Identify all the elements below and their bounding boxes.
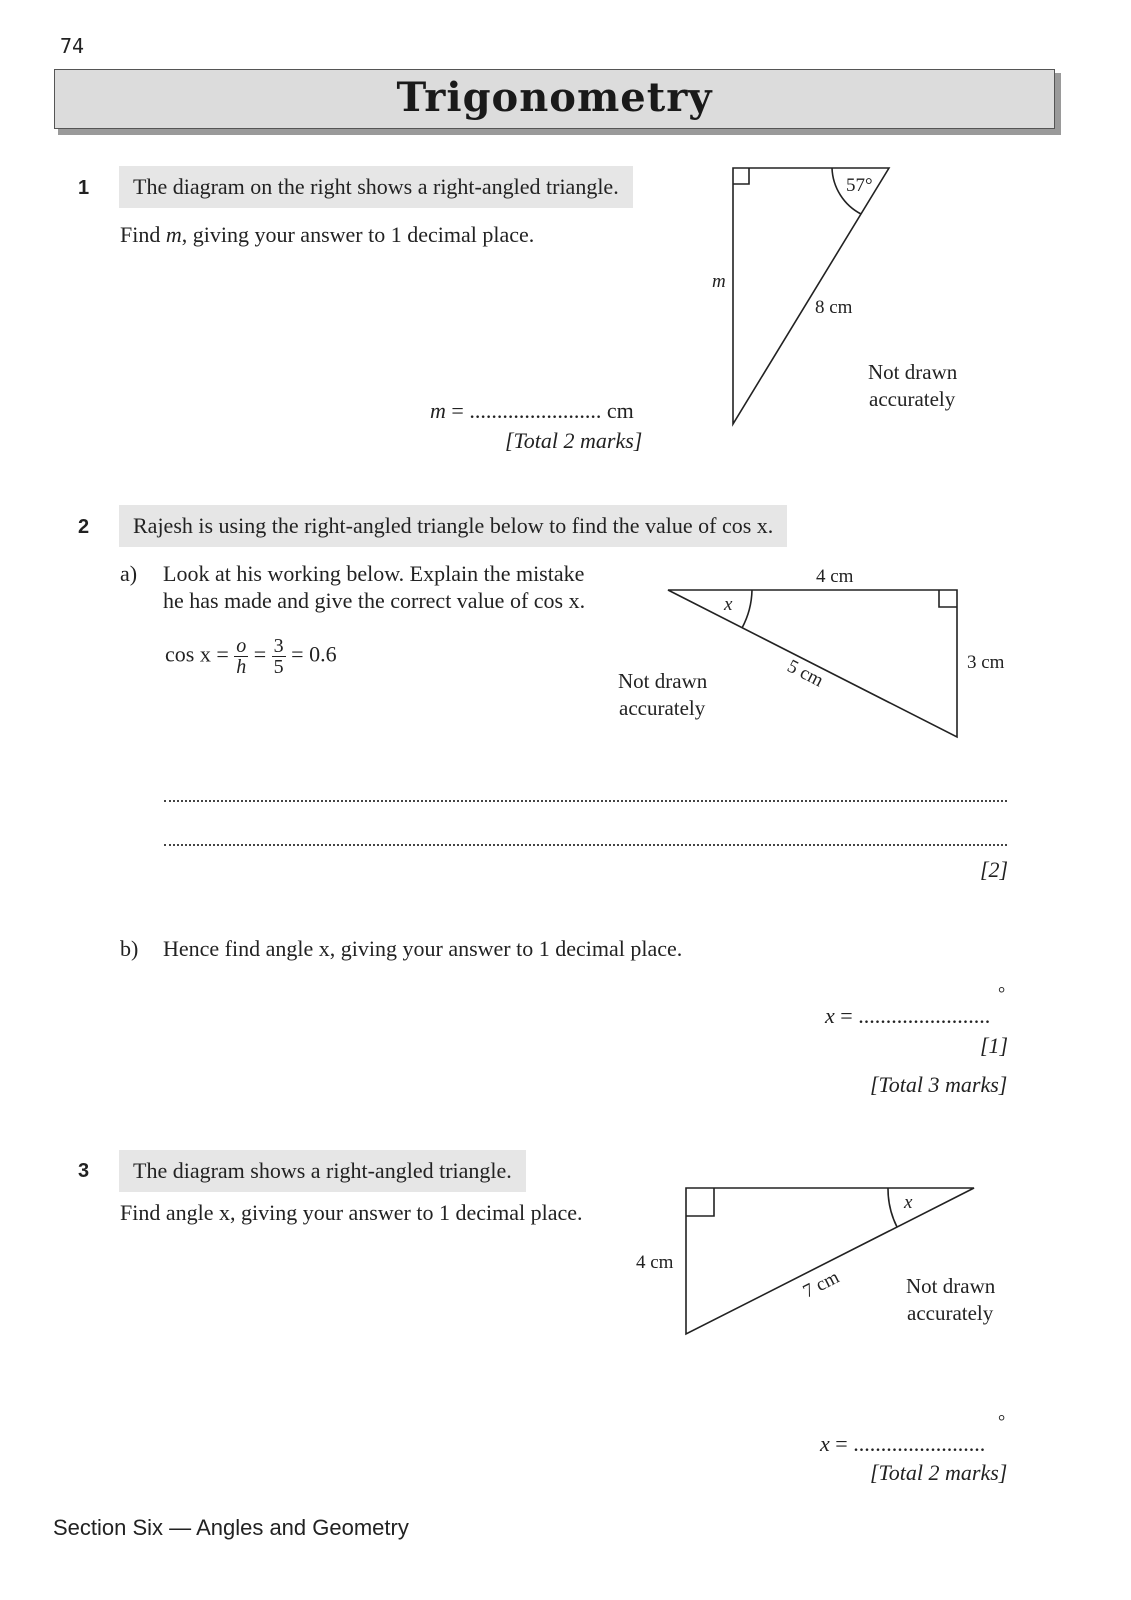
- q2-not-drawn-line1: Not drawn: [618, 669, 708, 693]
- section-footer: Section Six — Angles and Geometry: [53, 1515, 409, 1540]
- page-number: 74: [60, 34, 85, 58]
- question-2a-label: a): [120, 561, 138, 586]
- question-3-instruction: Find angle x, giving your answer to 1 decimal place.: [120, 1200, 583, 1225]
- q3-right-angle-mark: [686, 1188, 714, 1216]
- q2-not-drawn-line2: accurately: [619, 696, 706, 720]
- q3-angle-label: x: [904, 1192, 913, 1213]
- question-2-total-marks: [Total 3 marks]: [870, 1072, 1008, 1097]
- question-1-total-marks: [Total 2 marks]: [505, 428, 643, 453]
- q1-hypotenuse-label: 8 cm: [815, 297, 853, 318]
- question-2a-line1: Look at his working below. Explain the mistake: [163, 561, 585, 586]
- page-title: Trigonometry: [396, 74, 713, 121]
- question-3-degree-symbol: °: [998, 1411, 1006, 1431]
- q3-side-label: 4 cm: [636, 1252, 674, 1273]
- question-2-number: 2: [78, 516, 90, 538]
- question-1-number: 1: [78, 177, 90, 199]
- q3-angle-arc: [888, 1188, 897, 1227]
- q2-hypotenuse-label: 5 cm: [783, 655, 827, 692]
- q1-angle-label: 57°: [846, 175, 873, 196]
- q1-side-m-label: m: [712, 271, 726, 292]
- question-2-prompt: Rajesh is using the right-angled triangle below to find the value of cos x.: [119, 505, 787, 547]
- q2-angle-label: x: [724, 594, 733, 615]
- q3-hypotenuse-label: 7 cm: [799, 1266, 843, 1303]
- question-2b-marks: [1]: [980, 1033, 1009, 1058]
- question-1-prompt: The diagram on the right shows a right-angled triangle.: [119, 166, 633, 208]
- q3-not-drawn-line2: accurately: [907, 1301, 994, 1325]
- question-2b-label: b): [120, 936, 139, 961]
- q1-not-drawn-line1: Not drawn: [868, 360, 958, 384]
- question-2a-line2: he has made and give the correct value of cos x.: [163, 588, 586, 613]
- question-2a-working: cos x = $\frac{o}{h}$ = $\frac{3}{5}$ = 0.6: [165, 635, 337, 678]
- q1-not-drawn-line2: accurately: [869, 387, 956, 411]
- question-3-answer-line[interactable]: x = ........................: [820, 1431, 986, 1456]
- question-1-instruction: Find m, giving your answer to 1 decimal place.: [120, 222, 535, 247]
- q2-right-side-label: 3 cm: [967, 652, 1005, 673]
- question-3-total-marks: [Total 2 marks]: [870, 1460, 1008, 1485]
- question-2b-degree-symbol: °: [998, 983, 1006, 1003]
- question-1-answer-line[interactable]: m = ........................ cm: [430, 398, 634, 423]
- question-2b-answer-line[interactable]: x = ........................: [825, 1003, 991, 1028]
- q3-not-drawn-line1: Not drawn: [906, 1274, 996, 1298]
- q2-top-side-label: 4 cm: [816, 566, 854, 587]
- question-3-prompt: The diagram shows a right-angled triangle.: [119, 1150, 526, 1192]
- question-2a-marks: [2]: [980, 857, 1009, 882]
- question-3-number: 3: [78, 1160, 90, 1182]
- question-2b-text: Hence find angle x, giving your answer to 1 decimal place.: [163, 936, 683, 961]
